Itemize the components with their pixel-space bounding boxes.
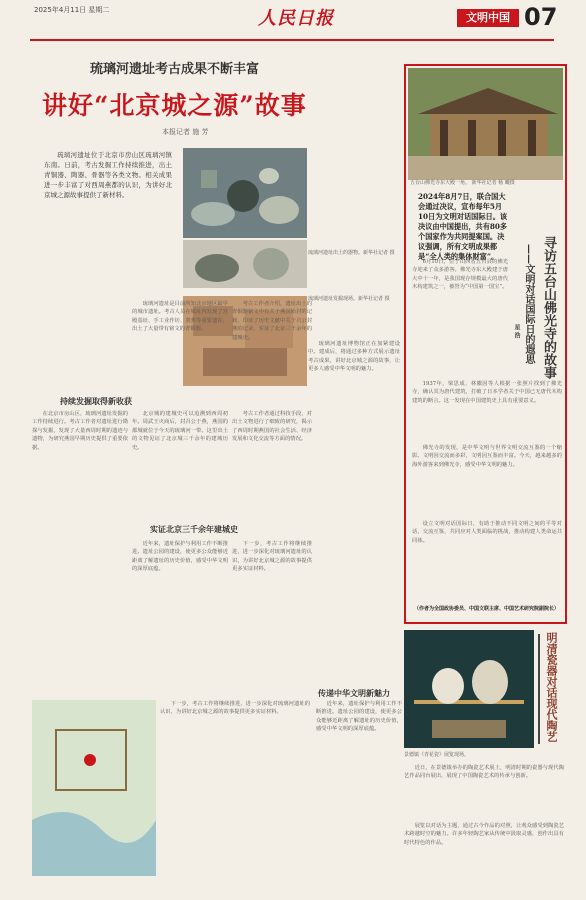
photo1-caption: 琉璃河遗址出土的器物。新华社记者 摄 <box>308 250 395 256</box>
article-byline: 本报记者 施 芳 <box>162 128 209 136</box>
feature-col-2: 1937年，梁思成、林徽因等人根据一张照片找到了佛光寺，确认其为唐代建筑，打破了日本学者关于中国已无唐代木构建筑的断言。这一发现在中国建筑史上具有重要意义。 <box>412 381 562 404</box>
feature-lead: 2024年8月7日，联合国大会通过决议，宣布每年5月10日为文明对话国际日。该决议由中国提出，共有80多个国家作为共同提案国。决议强调，所有文明成果都是“全人类的集体财富”。 <box>418 192 508 261</box>
body-col-2a: 琉璃河遗址是目前所知北京地区最早的城市遗址。考古人员在城址内发现了宫殿基址、手工业作坊、墓葬等重要遗存，出土了大量带有铭文的青铜器。 <box>132 301 228 333</box>
feature-col-1: 6月10日，位于山西省五台县的佛光寺迎来了众多游客。佛光寺东大殿建于唐大中十一年，是我国现存规模最大的唐代木构建筑之一，被誉为“中国第一国宝”。 <box>412 259 508 291</box>
ceramics-col-1: 近日，在景德镇举办的陶瓷艺术展上，明清时期的瓷器与现代陶艺作品同台展出，展现了中国陶瓷艺术的传承与创新。 <box>404 765 564 780</box>
artifacts-photo-lower <box>183 240 307 288</box>
site-map <box>32 700 156 876</box>
ceramics-title-rule <box>538 634 540 744</box>
photo2-caption: 琉璃河遗址发掘现场。新华社记者 摄 <box>308 296 390 302</box>
header-rule <box>30 39 554 41</box>
artifacts-photo <box>183 148 307 238</box>
temple-photo <box>408 68 563 180</box>
article-kicker: 琉璃河遗址考古成果不断丰富 <box>90 62 260 77</box>
feature-title: 寻访五台山佛光寺的故事 <box>541 236 556 379</box>
section-badge: 文明中国 <box>457 9 519 27</box>
subhead-3: 传递中华文明新魅力 <box>318 688 390 698</box>
page-header <box>0 0 586 46</box>
ceramics-caption: 景德镇《青花瓷》展览现场。 <box>404 752 470 758</box>
body-col-4a: 琉璃河遗址博物馆正在加紧建设中。建成后，将通过多种方式展示遗址考古成果，讲好北京城之源的故事，让更多人感受中华文明的魅力。 <box>308 341 400 373</box>
body-col-1a: 在北京市房山区，琉璃河遗址发掘的工作持续进行。考古工作者对遗址进行勘探与发掘，发现了大量西周时期的遗迹与遗物，为研究燕国早期历史提供了重要依据。 <box>32 411 128 451</box>
body-col-3a: 考古工作者介绍，遗址出土的青铜器铭文中有关于燕国始封的记载，印证了历史文献中关于召公封燕的记录，实证了北京三千余年的建城史。 <box>232 301 312 341</box>
body-col-2b: 考古工作者通过科技手段，对出土文物进行了细致的研究，揭示了西周时期燕国的社会生活、经济发展和文化交流等方面的情况。 <box>232 411 312 443</box>
subhead-2: 实证北京三千余年建城史 <box>150 524 238 534</box>
intro-paragraph: 琉璃河遗址位于北京市房山区琉璃河镇东南。日前，考古发掘工作持续推进，出土青铜器、陶器、骨器等各类文物。相关成果进一步丰富了对西周燕都的认识，为讲好北京城之源故事提供了新材料。 <box>44 151 172 199</box>
feature-author-note: （作者为全国政协委员、中国文联主席、中国艺术研究院副院长） <box>414 606 560 612</box>
ceramics-photo <box>404 630 534 748</box>
body-col-3b: 近年来，遗址保护与利用工作不断推进。遗址公园的建设，使更多公众能够近距离了解遗址的历史价值，感受中华文明的深厚底蕴。 <box>132 541 228 573</box>
subhead-1: 持续发掘取得新收获 <box>60 396 132 406</box>
ceramics-col-2: 展览以对话为主题，通过古今作品的对照，让观众感受到陶瓷艺术跨越时空的魅力。许多年轻陶艺家从传统中汲取灵感，创作出具有时代特色的作品。 <box>404 823 564 846</box>
body-col-1b: 北京城的建城史可以追溯到西周初年。周武王灭商后，封召公于燕，燕国的都城就位于今天的琉璃河一带。这里出土的文物见证了北京城三千余年的建城历史。 <box>132 411 228 451</box>
page-number: 07 <box>524 3 558 31</box>
issue-date: 2025年4月11日 星期二 <box>34 6 110 14</box>
body-col-6: 近年来，遗址保护与利用工作不断推进。遗址公园的建设，使更多公众能够近距离了解遗址的历史价值，感受中华文明的深厚底蕴。 <box>316 701 402 733</box>
body-col-4b: 下一步，考古工作将继续推进，进一步深化对琉璃河遗址的认识，为讲好北京城之源的故事提供更多实证材料。 <box>232 541 312 573</box>
feature-col-3: 佛光寺的发现，是中华文明与世界文明交流互鉴的一个缩影。文明因交流而多彩，文明因互鉴而丰富。今天，越来越多的海外游客来到佛光寺，感受中华文明的魅力。 <box>412 445 562 468</box>
temple-photo-caption: 五台山佛光寺东大殿一角。 新华社记者 杨 曦摄 <box>410 180 515 186</box>
feature-subtitle: ——文明对话国际日的遐思 <box>523 244 534 364</box>
newspaper-logo: 人民日报 <box>258 8 334 29</box>
feature-author: 星 浩 <box>513 324 520 339</box>
ceramics-title: 明清瓷器对话现代陶艺 <box>545 632 558 742</box>
feature-col-4: 设立文明对话国际日，有助于推动不同文明之间的平等对话、交流互鉴，共同应对人类面临的挑战，推动构建人类命运共同体。 <box>412 521 562 544</box>
article-title: 讲好“北京城之源”故事 <box>42 91 307 120</box>
body-col-5: 下一步，考古工作将继续推进，进一步深化对琉璃河遗址的认识，为讲好北京城之源的故事提供更多实证材料。 <box>160 701 310 716</box>
